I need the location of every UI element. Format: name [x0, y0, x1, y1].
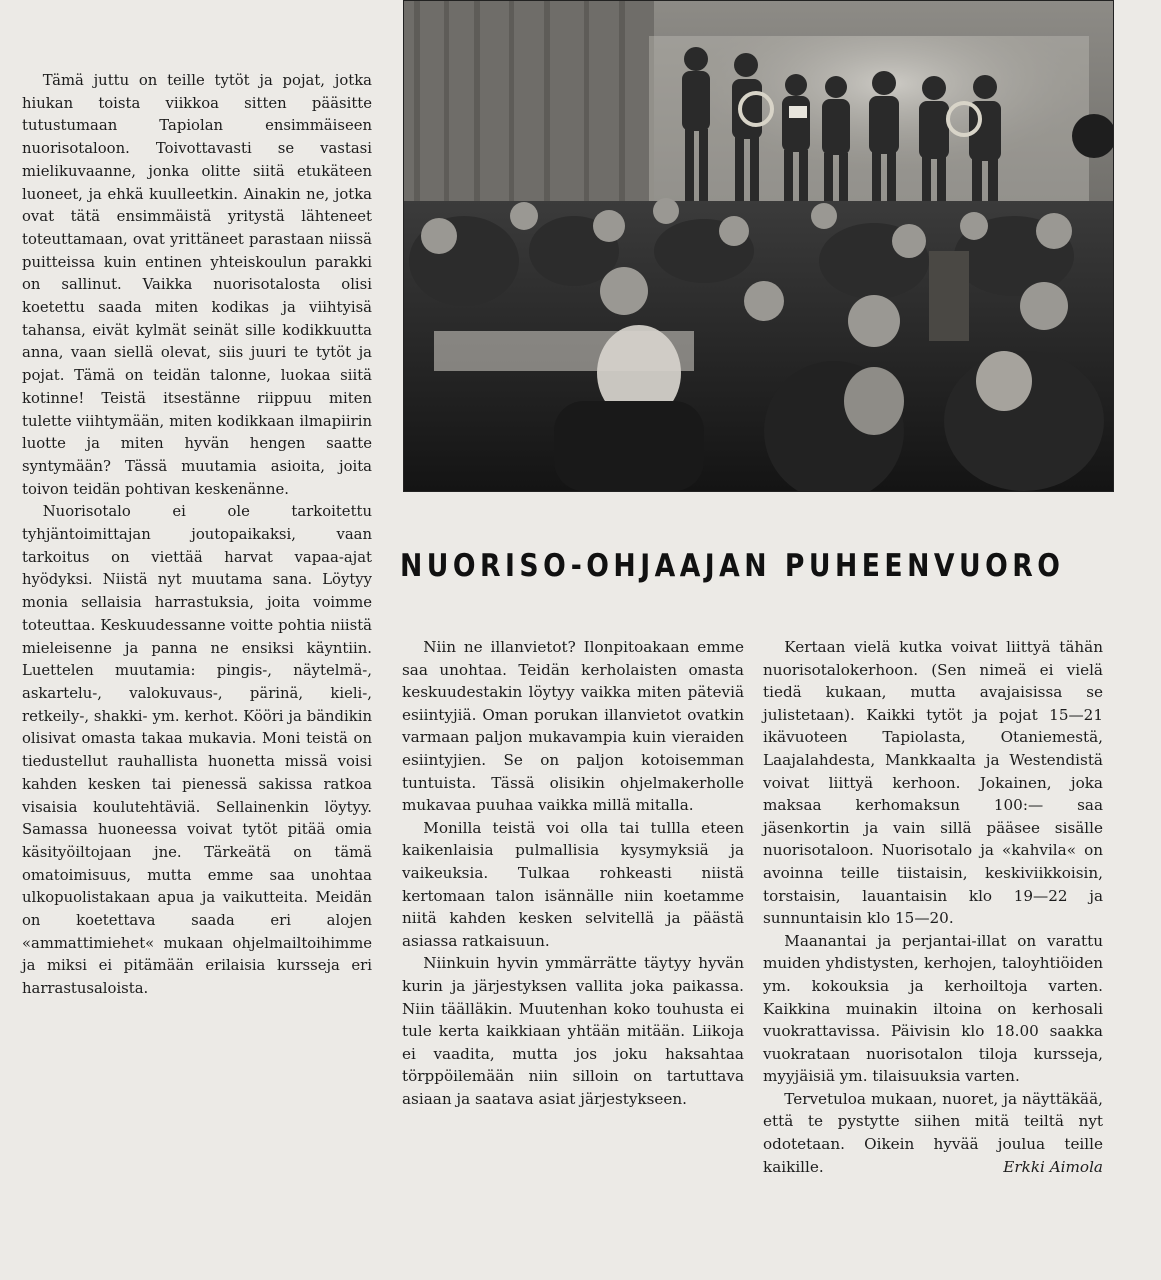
- left-text-column: [22, 70, 372, 1001]
- article-headline: NUORISO-OHJAAJAN PUHEENVUORO: [400, 548, 1065, 584]
- right-text-column: [763, 636, 1103, 1178]
- paragraph: Nuorisotalo ei ole tarkoitettu tyhjäntoimittajan joutopaikaksi, vaan tarkoitus on viettää harvat vapaa-ajat hyödyksi. Niistä nyt muutama sana. Löytyy monia sellaisia harrastuksia, joita voimme toteuttaa. Keskuudessanne voitte pohtia niistä mieleisenne ja panna ne ensiksi käyntiin. Luettelen muutamia: pingis-, näytelmä-, askartelu-, valokuvaus-, pärinä, kieli-, retkeily-, shakki- ym. kerhot. Kööri ja bändikin olisivat omasta takaa mukavia. Moni teistä on tiedustellut rauhallista huonetta missä voisi kahden kesken tai pienessä sakissa ratkoa visaisia koulutehtäviä. Sellainenkin löytyy. Samassa huoneessa voivat tytöt pitää omia käsityöiltojaan jne. Tärkeätä on tämä omatoimisuus, mutta emme saa unohtaa ulkopuolistakaan apua ja vaikutteita. Meidän on koetettava saada eri alojen «ammattimiehet« mukaan ohjelmailtoihimme ja miksi ei pitämään erilaisia kursseja eri harrastusaloista.: [22, 503, 372, 998]
- paragraph: Niin ne illanvietot? Ilonpitoakaan emme saa unohtaa. Teidän kerholaisten omasta keskuudestakin löytyy vaikka miten päteviä esiintyjiä. Oman porukan illanvietot ovatkin varmaan paljon mukavampia kuin vieraiden esiintyjien. Se on paljon kotoisemman tuntuista. Tässä olisikin ohjelmakerholle mukavaa puuhaa vaikka millä mitalla.: [402, 638, 744, 815]
- event-photo: [403, 0, 1114, 492]
- paragraph: Niinkuin hyvin ymmärrätte täytyy hyvän kurin ja järjestyksen vallita joka paikassa. Niin täälläkin. Muutenhan koko touhusta ei tule kerta kaikkiaan yhtään mitään. Liikoja ei vaadita, mutta jos joku haksahtaa törppöilemään niin silloin on tartuttava asiaan ja saatava asiat järjestykseen.: [402, 954, 744, 1108]
- middle-text-column: [402, 636, 744, 1110]
- closing-paragraph: [763, 1088, 1103, 1178]
- paragraph: Kertaan vielä kutka voivat liittyä tähän nuorisotalokerhoon. (Sen nimeä ei vielä tiedä kukaan, mutta avajaisissa se julistetaan). Kaikki tytöt ja pojat 15—21 ikävuoteen Tapiolasta, Otaniemestä, Laajalahdesta, Mankkaalta ja Westendistä voivat liittyä kerhoon. Jokainen, joka maksaa kerhomaksun 100:— saa jäsenkortin ja vain sillä pääsee sisälle nuorisotaloon. Nuorisotalo ja «kahvila« on avoinna teille tiistaisin, keskiviikkoisin, torstaisin, lauantaisin klo 19—22 ja sunnuntaisin klo 15—20.: [763, 638, 1103, 928]
- author-signature: Erkki Aimola: [1003, 1157, 1103, 1176]
- paragraph: Monilla teistä voi olla tai tullla eteen kaikenlaisia pulmallisia kysymyksiä ja vaikeuksia. Tulkaa rohkeasti niistä kertomaan talon isännälle niin koetamme niitä kahden kesken selvitellä ja päästä asiassa ratkaisuun.: [402, 818, 744, 950]
- closing-text: Tervetuloa mukaan, nuoret, ja näyttäkää, että te pystytte siihen mitä teiltä nyt odotetaan. Oikein hyvää joulua teille kaikille.: [763, 1089, 1103, 1176]
- paragraph: Maanantai ja perjantai-illat on varattu muiden yhdistysten, kerhojen, taloyhtiöiden ym. kokouksia ja kerhoiltoja varten. Kaikkina muinakin iltoina on kerhosali vuokrattavissa. Päivisin klo 18.00 saakka vuokrataan nuorisotalon tiloja kursseja, myyjäisiä ym. tilaisuuksia varten.: [763, 931, 1103, 1086]
- paragraph: Tämä juttu on teille tytöt ja pojat, jotka hiukan toista viikkoa sitten pääsitte tutustumaan Tapiolan ensimmäiseen nuorisotaloon. Toivottavasti se vastasi mielikuvaanne, jonka olitte siitä etukäteen luoneet, ja ehkä kuulleetkin. Ainakin ne, jotka ovat tätä ensimmäistä yritystä lähteneet toteuttamaan, ovat yrittäneet parastaan niissä puitteissa kuin entinen yhteiskoulun parakki on sallinut. Vaikka nuorisotalosta olisi koetettu saada miten kodikas ja viihtyisä tahansa, eivät kylmät seinät sille kodikkuutta anna, vaan siellä olevat, siis juuri te tytöt ja pojat. Tämä on teidän talonne, luokaa siitä kotinne! Teistä itsestänne riippuu miten tulette viihtymään, miten kodikkaan ilmapiirin luotte ja miten hyvän hengen saatte syntymään? Tässä muutamia asioita, joita toivon teidän pohtivan keskenänne.: [22, 72, 372, 498]
